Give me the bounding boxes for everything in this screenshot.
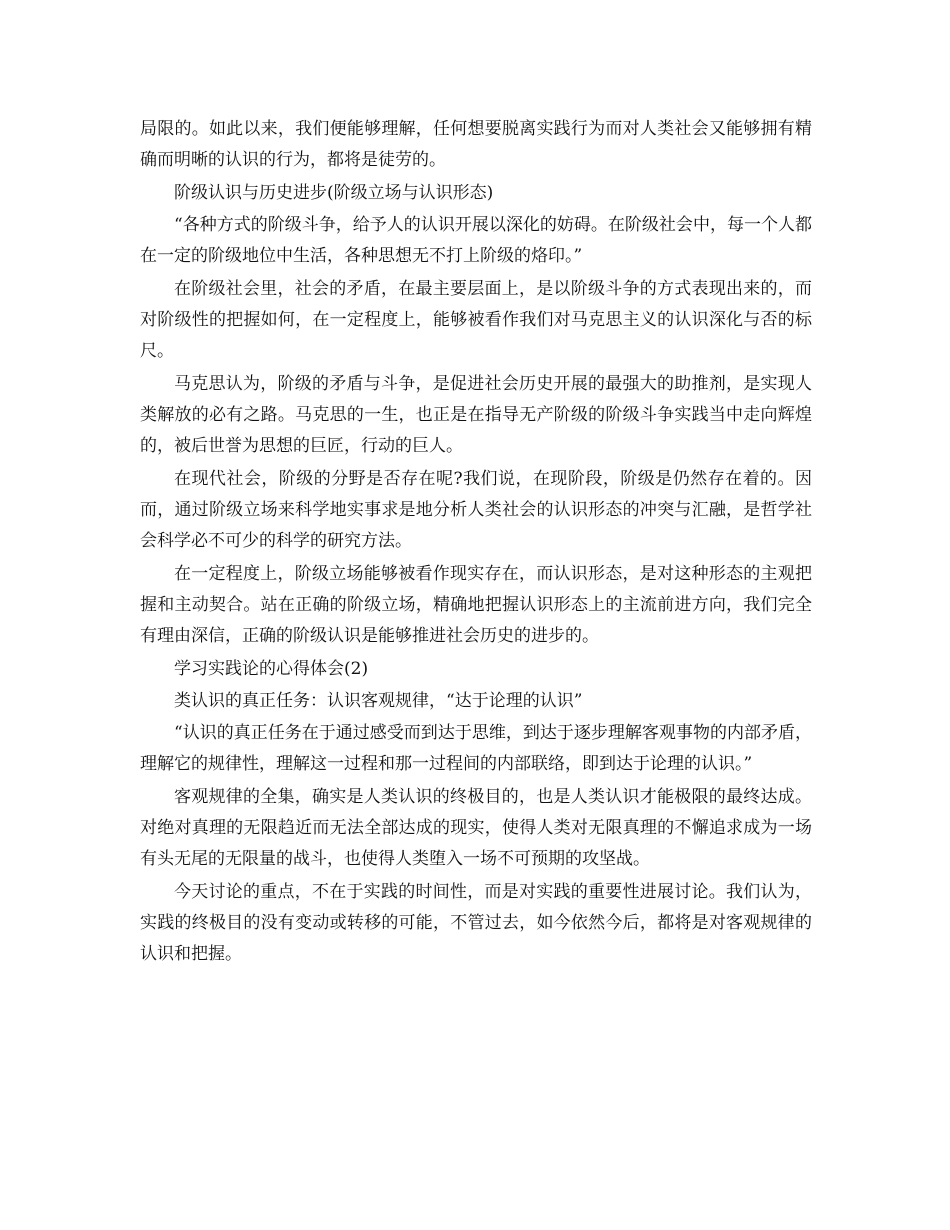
quote-paragraph: “各种方式的阶级斗争，给予人的认识开展以深化的妨碍。在阶级社会中，每一个人都在一定的阶级地位中生活，各种思想无不打上阶级的烙印。” xyxy=(140,215,812,266)
document-page xyxy=(140,114,812,970)
paragraph: 在阶级社会里，社会的矛盾，在最主要层面上，是以阶级斗争的方式表现出来的，而对阶级性的把握如何，在一定程度上，能够被看作我们对马克思主义的认识深化与否的标尺。 xyxy=(140,279,812,361)
section-heading-class-awareness: 阶级认识与历史进步(阶级立场与认识形态) xyxy=(174,183,494,203)
quote-paragraph: “认识的真正任务在于通过感受而到达于思维，到达于逐步理解客观事物的内部矛盾，理解它的规律性，理解这一过程和那一过程间的内部联络，即到达于论理的认识。” xyxy=(140,723,812,774)
paragraph: 在一定程度上，阶级立场能够被看作现实存在，而认识形态，是对这种形态的主观把握和主动契合。站在正确的阶级立场，精确地把握认识形态上的主流前进方向，我们完全有理由深信，正确的阶级认识是能够推进社会历史的进步的。 xyxy=(140,564,812,646)
section-heading-practice-notes: 学习实践论的心得体会(2) xyxy=(174,659,369,679)
paragraph-continuation: 局限的。如此以来，我们便能够理解，任何想要脱离实践行为而对人类社会又能够拥有精确而明晰的认识的行为，都将是徒劳的。 xyxy=(140,119,812,170)
paragraph: 今天讨论的重点，不在于实践的时间性，而是对实践的重要性进展讨论。我们认为，实践的终极目的没有变动或转移的可能，不管过去，如今依然今后，都将是对客观规律的认识和把握。 xyxy=(140,882,812,964)
subheading-cognition-task: 类认识的真正任务：认识客观规律，“达于论理的认识” xyxy=(174,691,583,711)
paragraph: 在现代社会，阶级的分野是否存在呢?我们说，在现阶段，阶级是仍然存在着的。因而，通过阶级立场来科学地实事求是地分析人类社会的认识形态的冲突与汇融，是哲学社会科学必不可少的科学的研究方法。 xyxy=(140,469,812,551)
paragraph: 马克思认为，阶级的矛盾与斗争，是促进社会历史开展的最强大的助推剂，是实现人类解放的必有之路。马克思的一生，也正是在指导无产阶级的阶级斗争实践当中走向辉煌的，被后世誉为思想的巨匠，行动的巨人。 xyxy=(140,374,812,456)
paragraph: 客观规律的全集，确实是人类认识的终极目的，也是人类认识才能极限的最终达成。对绝对真理的无限趋近而无法全部达成的现实，使得人类对无限真理的不懈追求成为一场有头无尾的无限量的战斗，也使得人类堕入一场不可预期的攻坚战。 xyxy=(140,787,812,869)
